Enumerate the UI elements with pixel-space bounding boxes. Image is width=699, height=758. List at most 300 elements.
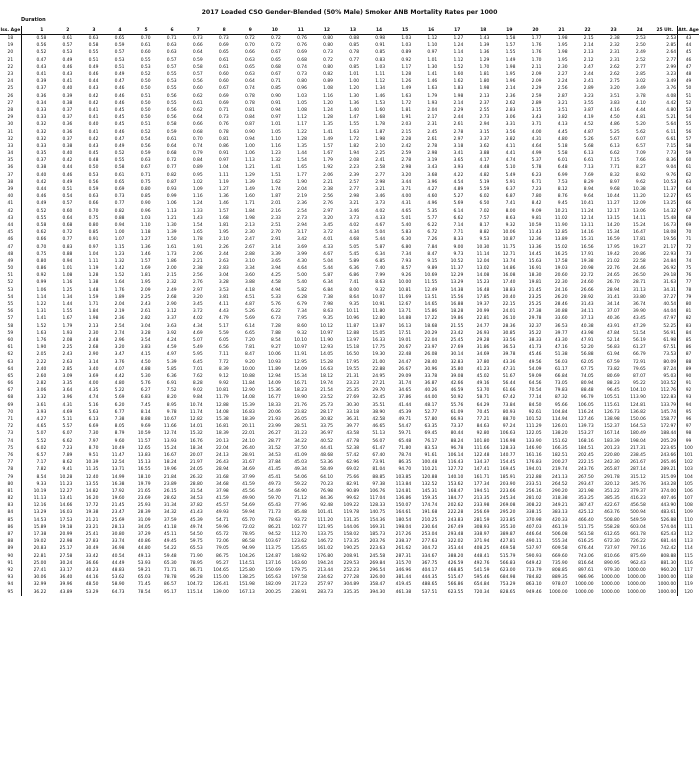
rate-cell: 0.58 [36,222,47,228]
rate-cell: 2.04 [427,107,438,113]
rate-cell: 245.58 [369,553,386,559]
attained-age-cell: 95 [678,409,699,416]
rate-cell: 4.65 [401,208,412,214]
rate-cell: 6.85 [375,258,386,264]
rate-cell: 3.21 [557,100,568,106]
rate-cell: 0.51 [88,57,99,63]
rate-cell: 1.95 [505,72,516,78]
rate-cell: 37.80 [476,359,490,365]
rate-cell: 124.81 [395,488,412,494]
rate-cell: 4.67 [323,251,334,257]
rate-cell: 241.13 [552,474,568,480]
rate-cell: 12.90 [242,388,255,394]
rate-cell: 84.50 [528,402,542,408]
rate-cell: 24.10 [242,438,255,444]
rate-cell: 5.89 [349,258,360,264]
rate-cell: 11.80 [372,309,386,315]
attained-age-cell: 80 [678,301,699,308]
ultimate-rate-cell: 22.93 [663,251,677,257]
rate-cell: 54.69 [242,503,255,509]
rate-cell: 0.65 [114,179,125,185]
rate-cell: 1.57 [140,258,151,264]
issue-age-cell: 28 [0,107,21,114]
rate-cell: 2.47 [244,237,255,243]
rate-cell: 59.09 [528,373,542,379]
rate-cell: 139.73 [578,424,594,430]
rate-cell: 19.03 [554,266,568,272]
rate-cell: 238.37 [395,539,412,545]
rate-cell: 8.92 [635,172,646,178]
rate-cell: 726.22 [630,539,646,545]
ultimate-rate-cell: 4.80 [666,107,677,113]
rate-cell: 8.54 [36,474,47,480]
attained-age-cell: 109 [678,509,699,516]
rate-cell: 10.00 [398,280,412,286]
ultimate-rate-cell: 31.63 [663,280,677,286]
rate-cell: 71.71 [163,567,177,573]
rate-cell: 7.89 [62,452,73,458]
rate-cell: 2.82 [140,316,151,322]
rate-cell: 1.01 [427,57,438,63]
table-row [0,538,699,545]
ultimate-rate-cell: 145.74 [660,409,677,415]
rate-cell: 4.69 [192,330,203,336]
rate-cell: 2.00 [166,266,177,272]
rate-cell: 2.91 [271,237,281,243]
rate-cell: 23.82 [294,409,307,415]
rate-cell: 17.38 [33,532,47,538]
rate-cell: 3.82 [505,136,516,142]
attained-age-cell: 115 [678,553,699,560]
rate-cell: 32.37 [528,323,542,329]
rate-cell: 3.88 [244,280,255,286]
rate-cell: 20.98 [580,266,594,272]
rate-cell: 16.91 [528,266,542,272]
rate-cell: 2.38 [609,36,620,42]
table-row [0,164,699,171]
rate-cell: 2.33 [271,215,281,221]
rate-cell: 1.24 [323,107,334,113]
rate-cell: 2.15 [583,36,594,42]
rate-cell: 1.38 [88,280,99,286]
issue-age-cell: 56 [0,308,21,315]
issue-age-cell: 20 [0,49,21,56]
rate-cell: 40.36 [606,316,620,322]
rate-cell: 5.69 [114,395,125,401]
rate-cell: 59.71 [398,431,412,437]
rate-cell: 0.60 [218,79,229,85]
rate-cell: 58.90 [111,582,125,588]
attained-age-cell: 94 [678,402,699,409]
rate-cell: 167.13 [239,589,255,595]
issue-age-cell: 58 [0,323,21,330]
rate-cell: 9.81 [531,215,542,221]
attained-age-cell: 108 [678,502,699,509]
rate-cell: 0.85 [375,50,386,56]
rate-cell: 1.34 [375,86,386,92]
rate-cell: 26.93 [476,330,490,336]
rate-cell: 169.31 [369,524,386,530]
rate-cell: 14.88 [398,316,412,322]
rate-cell: 1.35 [323,122,334,128]
rate-cell: 151.62 [552,438,568,444]
rate-cell: 3.15 [479,129,490,135]
rate-cell: 11.89 [268,366,281,372]
rate-cell: 4.94 [271,287,281,293]
rate-cell: 2.09 [140,287,151,293]
rate-cell: 69.45 [424,431,438,437]
rate-cell: 24.05 [189,467,203,473]
ultimate-rate-cell: 1000.00 [657,575,677,581]
rate-cell: 315.12 [630,474,646,480]
rate-cell: 8.79 [114,431,125,437]
rate-cell: 9.15 [427,258,438,264]
rate-cell: 100.48 [421,460,438,466]
rate-cell: 12.14 [580,215,594,221]
rate-cell: 1000.00 [601,589,620,595]
rate-cell: 12.49 [424,287,438,293]
rate-cell: 0.39 [36,79,47,85]
rate-cell: 9.64 [583,194,594,200]
ultimate-rate-cell: 10.53 [663,179,677,185]
rate-cell: 2.44 [583,72,594,78]
rate-cell: 10.41 [580,201,594,207]
rate-cell: 7.14 [453,222,464,228]
attained-age-cell: 72 [678,243,699,250]
rate-cell: 12.67 [398,302,412,308]
rate-cell: 0.33 [36,107,47,113]
rate-cell: 39.90 [633,309,646,315]
rate-cell: 127.46 [578,417,594,423]
ultimate-rate-cell: 80.09 [663,359,677,365]
rate-cell: 0.90 [244,129,255,135]
rate-cell: 2.82 [36,381,47,387]
rate-cell: 96.45 [606,388,620,394]
rate-cell: 8.63 [505,215,516,221]
rate-cell: 9.45 [557,201,568,207]
rate-cell: 1.98 [505,64,516,70]
table-row [0,358,699,365]
rate-cell: 1.35 [297,143,307,149]
rate-cell: 0.73 [323,50,334,56]
rate-cell: 1.01 [62,266,73,272]
rate-cell: 20.86 [633,251,646,257]
rate-cell: 0.58 [114,165,125,171]
rate-cell: 3.15 [531,107,542,113]
rate-cell: 39.77 [346,424,360,430]
rate-cell: 0.46 [36,194,47,200]
ultimate-rate-cell: 3.23 [666,72,677,78]
rate-cell: 180.49 [630,431,646,437]
rate-cell: 2.96 [114,337,125,343]
rate-cell: 12.36 [528,237,542,243]
rate-cell: 92.80 [476,431,490,437]
rate-cell: 267.50 [578,474,594,480]
rate-cell: 54.49 [268,488,281,494]
rate-cell: 1.92 [323,165,334,171]
rate-cell: 1.19 [218,179,229,185]
rate-cell: 86.75 [216,553,229,559]
rate-cell: 44.00 [424,395,438,401]
rate-cell: 949.46 [525,589,542,595]
rate-cell: 7.66 [635,158,646,164]
rate-cell: 1.79 [323,158,334,164]
rate-cell: 0.61 [166,136,177,142]
rate-cell: 31.41 [606,294,620,300]
rate-cell: 2.31 [609,57,620,63]
rate-cell: 0.69 [114,187,125,193]
rate-cell: 35.80 [450,366,464,372]
rate-cell: 0.50 [140,115,151,121]
table-row [0,308,699,315]
ultimate-rate-cell: 2.64 [666,50,677,56]
rate-cell: 51.54 [633,330,646,336]
rate-cell: 463.76 [604,510,620,516]
rate-cell: 9.68 [609,187,620,193]
attained-age-cell: 97 [678,423,699,430]
rate-cell: 326.00 [369,575,386,581]
rate-cell: 30.14 [450,352,464,358]
ultimate-rate-cell: 7.73 [666,151,677,157]
rate-cell: 111.20 [317,517,334,523]
rate-cell: 9.53 [479,237,490,243]
rate-cell: 0.73 [114,194,125,200]
rate-cell: 56.19 [633,337,646,343]
rate-cell: 70.23 [320,481,334,487]
rate-cell: 2.36 [114,316,125,322]
rate-cell: 3.82 [557,115,568,121]
rate-cell: 0.41 [88,115,99,121]
rate-cell: 57.80 [424,417,438,423]
ultimate-rate-cell: 7.15 [666,143,677,149]
rate-cell: 0.77 [349,57,360,63]
rate-cell: 8.29 [583,179,594,185]
attained-age-cell: 47 [678,64,699,71]
ultimate-rate-cell: 5.21 [666,115,677,121]
rate-cell: 0.90 [140,201,151,207]
rate-cell: 64.90 [294,488,307,494]
rate-cell: 492.76 [473,560,490,566]
rate-cell: 1.08 [297,107,307,113]
attained-age-cell: 64 [678,186,699,193]
rate-cell: 94.70 [398,467,412,473]
ultimate-rate-cell: 13.25 [663,201,677,207]
rate-cell: 19.55 [346,366,360,372]
table-row [0,222,699,229]
rate-cell: 2.29 [531,86,542,92]
rate-cell: 37.13 [580,316,594,322]
rate-cell: 238.91 [291,589,307,595]
attained-age-cell: 105 [678,481,699,488]
rate-cell: 0.88 [62,251,73,257]
rate-cell: 28.94 [216,467,229,473]
attained-age-cell: 102 [678,459,699,466]
rate-cell: 11.37 [450,266,464,272]
rate-cell: 43.30 [554,337,568,343]
rate-cell: 4.64 [531,143,542,149]
rate-cell: 45.11 [163,532,177,538]
rate-cell: 308.22 [525,503,542,509]
rate-cell: 0.60 [192,86,203,92]
rate-cell: 66.84 [554,373,568,379]
rate-cell: 2.47 [583,64,594,70]
issue-age-cell: 44 [0,222,21,229]
rate-cell: 27.69 [450,345,464,351]
rate-cell: 3.73 [349,215,360,221]
rate-cell: 420.33 [552,517,568,523]
rate-cell: 8.63 [323,309,334,315]
rate-cell: 0.77 [62,237,73,243]
rate-cell: 5.83 [401,230,412,236]
rate-cell: 7.30 [88,431,99,437]
rate-cell: 1.79 [62,323,73,329]
issue-age-cell: 51 [0,272,21,279]
rate-cell: 28.13 [111,524,125,530]
rate-cell: 5.30 [140,373,151,379]
rate-cell: 2.59 [401,151,412,157]
rate-cell: 2.27 [557,72,568,78]
rate-cell: 78.74 [398,452,412,458]
rate-cell: 4.74 [505,158,516,164]
rate-cell: 1.17 [401,64,412,70]
table-row [0,64,699,71]
issue-age-cell: 82 [0,495,21,502]
rate-cell: 3.93 [36,409,47,415]
rate-cell: 185.73 [369,532,386,538]
rate-cell: 387.47 [578,503,594,509]
rate-cell: 13.87 [372,323,386,329]
rate-cell: 0.59 [192,57,203,63]
rate-cell: 49.45 [163,539,177,545]
rate-cell: 13.97 [346,337,360,343]
rate-cell: 0.40 [36,172,47,178]
table-row [0,531,699,538]
rate-cell: 4.69 [62,409,73,415]
rate-cell: 5.10 [505,165,516,171]
rate-cell: 11.14 [476,251,490,257]
ultimate-rate-cell: 15.48 [663,215,677,221]
rate-cell: 73.82 [606,366,620,372]
rate-cell: 201.23 [604,445,620,451]
rate-cell: 44.16 [85,575,99,581]
rate-cell: 8.00 [505,208,516,214]
rate-cell: 179.75 [291,567,307,573]
attained-age-cell: 104 [678,473,699,480]
rate-cell: 5.00 [297,273,307,279]
issue-age-cell: 85 [0,517,21,524]
attained-age-cell: 52 [678,100,699,107]
rate-cell: 0.52 [140,72,151,78]
rate-cell: 49.73 [268,481,281,487]
rate-cell: 52.38 [346,445,360,451]
ultimate-rate-cell: 12.27 [663,194,677,200]
rate-cell: 3.10 [244,258,255,264]
rate-cell: 79.83 [554,388,568,394]
rate-cell: 1000.00 [575,589,594,595]
rate-cell: 32.99 [33,582,47,588]
rate-cell: 2.31 [427,122,438,128]
rate-cell: 0.50 [140,79,151,85]
rate-cell: 11.20 [633,194,646,200]
rate-cell: 25.00 [33,560,47,566]
rate-cell: 407.03 [525,524,542,530]
rate-cell: 104.26 [239,553,255,559]
rate-cell: 0.94 [62,258,73,264]
rate-cell: 0.85 [271,86,281,92]
rate-cell: 0.43 [36,64,47,70]
rate-cell: 2.11 [531,64,542,70]
issue-age-cell: 70 [0,409,21,416]
rate-cell: 116.98 [499,438,516,444]
rate-cell: 986.96 [578,575,594,581]
rate-cell: 3.81 [218,294,229,300]
rate-cell: 4.02 [192,316,203,322]
rate-cell: 0.68 [166,151,177,157]
rate-cell: 0.55 [88,50,99,56]
rate-cell: 1.46 [140,251,151,257]
rate-cell: 120.88 [421,474,438,480]
rate-cell: 12.54 [111,460,125,466]
rate-cell: 30.96 [424,366,438,372]
rate-cell: 672.30 [604,539,620,545]
rate-cell: 13.71 [111,467,125,473]
rate-cell: 7.88 [271,330,281,336]
table-row [0,402,699,409]
rate-cell: 6.99 [557,172,568,178]
rate-cell: 346.96 [395,567,412,573]
rate-cell: 0.38 [36,165,47,171]
rate-cell: 47.29 [633,323,646,329]
attained-age-cell: 118 [678,574,699,581]
attained-age-cell: 60 [678,157,699,164]
rate-cell: 0.67 [140,165,151,171]
rate-cell: 3.46 [349,208,360,214]
rate-cell: 113.75 [265,546,281,552]
rate-cell: 0.54 [62,194,73,200]
rate-cell: 0.61 [140,43,151,49]
rate-cell: 0.45 [114,115,125,121]
rate-cell: 122.48 [473,452,490,458]
rate-cell: 210.25 [421,517,438,523]
table-body [0,35,699,596]
rate-cell: 59.75 [189,539,203,545]
rate-cell: 2.43 [140,302,151,308]
rate-cell: 4.99 [531,151,542,157]
rate-cell: 37.07 [606,309,620,315]
rate-cell: 4.31 [531,136,542,142]
rate-cell: 9.12 [218,373,229,379]
rate-cell: 4.13 [557,122,568,128]
rate-cell: 425.12 [578,510,594,516]
rate-cell: 1.36 [479,50,490,56]
rate-cell: 2.19 [114,309,125,315]
rate-cell: 1.00 [114,230,125,236]
header-duration: 21 [543,26,569,35]
rate-cell: 242.30 [604,460,620,466]
rate-cell: 0.78 [349,50,360,56]
rate-cell: 1.62 [271,179,281,185]
rate-cell: 0.85 [88,230,99,236]
rate-cell: 0.93 [166,187,177,193]
rate-cell: 2.62 [609,64,620,70]
rate-cell: 27.69 [346,395,360,401]
rate-cell: 1.77 [531,36,542,42]
rate-cell: 12.27 [59,488,73,494]
rate-cell: 16.33 [372,337,386,343]
rate-cell: 10.59 [137,431,151,437]
rate-cell: 37.50 [294,445,307,451]
rate-cell: 10.06 [502,230,516,236]
